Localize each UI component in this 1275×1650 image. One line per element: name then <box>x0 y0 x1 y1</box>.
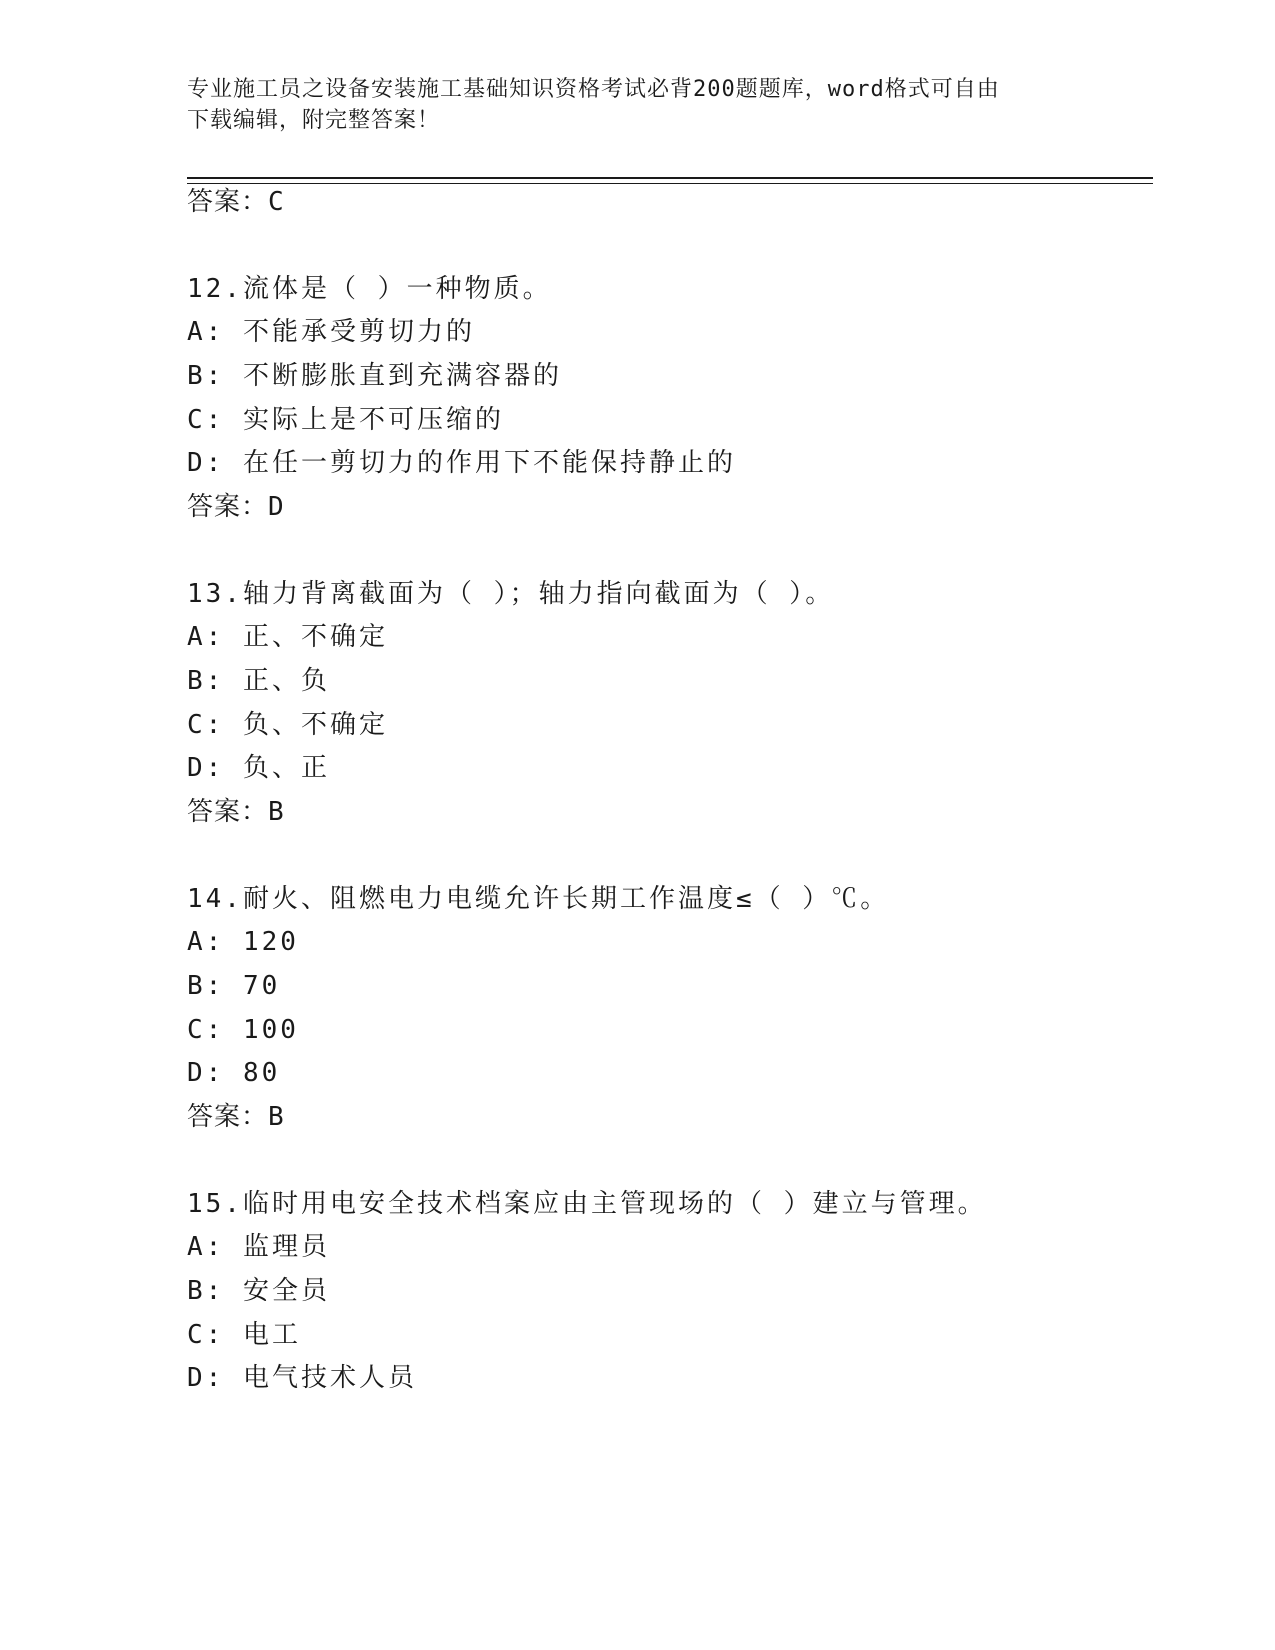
answer-value: B <box>268 1102 285 1132</box>
question-option: B: 70 <box>187 971 281 1001</box>
question-option: A: 不能承受剪切力的 <box>187 317 475 347</box>
document-header <box>187 74 1087 136</box>
question-option: D: 在任一剪切力的作用下不能保持静止的 <box>187 448 736 478</box>
question-option: B: 不断膨胀直到充满容器的 <box>187 361 562 391</box>
answer-label: 答案： <box>187 1102 269 1132</box>
answer-value: D <box>268 492 285 522</box>
question-option: D: 负、正 <box>187 753 330 783</box>
answer-line <box>187 185 285 219</box>
answer-line <box>187 1100 285 1134</box>
header-divider-thin <box>187 183 1153 184</box>
question-option: C: 电工 <box>187 1320 301 1350</box>
answer-line <box>187 795 285 829</box>
answer-value: B <box>268 797 285 827</box>
header-line-1: 专业施工员之设备安装施工基础知识资格考试必背200题题库，word格式可自由 <box>187 77 1000 102</box>
header-divider-thick <box>187 177 1153 179</box>
question-stem: 13.轴力背离截面为（ ）；轴力指向截面为（ ）。 <box>187 579 835 609</box>
question-option: D: 电气技术人员 <box>187 1363 417 1393</box>
answer-label: 答案： <box>187 187 269 217</box>
question-stem: 12.流体是（ ）一种物质。 <box>187 274 552 304</box>
answer-value: C <box>268 187 285 217</box>
answer-label: 答案： <box>187 492 269 522</box>
header-line-2: 下载编辑，附完整答案！ <box>187 108 441 133</box>
question-option: A: 120 <box>187 927 299 957</box>
answer-line <box>187 490 285 524</box>
question-stem: 14.耐火、阻燃电力电缆允许长期工作温度≤（ ）℃。 <box>187 884 890 914</box>
question-option: B: 安全员 <box>187 1276 330 1306</box>
question-option: C: 100 <box>187 1015 299 1045</box>
question-option: A: 正、不确定 <box>187 622 388 652</box>
question-option: C: 实际上是不可压缩的 <box>187 405 504 435</box>
question-option: D: 80 <box>187 1058 281 1088</box>
question-stem: 15.临时用电安全技术档案应由主管现场的（ ）建立与管理。 <box>187 1189 987 1219</box>
question-option: B: 正、负 <box>187 666 330 696</box>
question-option: C: 负、不确定 <box>187 710 388 740</box>
answer-label: 答案： <box>187 797 269 827</box>
question-option: A: 监理员 <box>187 1232 330 1262</box>
